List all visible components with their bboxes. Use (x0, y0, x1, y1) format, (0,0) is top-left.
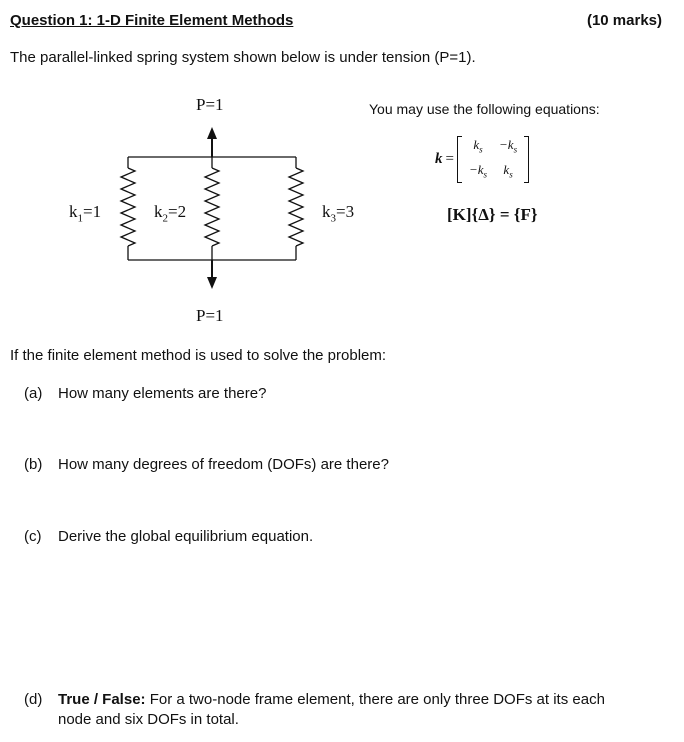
matrix-equals: = (445, 151, 454, 168)
question-a-tag: (a) (24, 385, 43, 402)
question-c (24, 528, 313, 545)
spring-3-label: $k_3=3$ (322, 202, 355, 225)
arrow-down-icon (207, 277, 217, 289)
question-title: Question 1: 1-D Finite Element Methods (10, 12, 294, 29)
matrix-cell: $-k_s$ (499, 137, 518, 155)
question-d-text2: node and six DOFs in total. (58, 711, 239, 728)
question-b (24, 456, 389, 473)
question-d (24, 690, 605, 730)
matrix-cell: $k_s$ (503, 161, 513, 180)
spring-1 (121, 157, 135, 260)
arrow-up-icon (207, 127, 217, 139)
question-a (24, 385, 266, 402)
matrix-cell: $k_s$ (473, 137, 483, 155)
question-b-tag: (b) (24, 456, 43, 473)
load-top-label: P=1 (196, 95, 224, 114)
question-d-bold: True / False: (58, 691, 146, 708)
spring-2 (205, 157, 219, 260)
spring-3 (289, 157, 303, 260)
matrix-variable: k (435, 151, 443, 168)
question-d-text: For a two-node frame element, there are only three DOFs at its each (145, 691, 605, 708)
matrix-row (463, 135, 523, 160)
question-c-tag: (c) (24, 528, 42, 545)
intro-text: The parallel-linked spring system shown below is under tension (P=1). (10, 49, 476, 66)
global-equation: [K]{Δ} = {F} (447, 205, 538, 224)
matrix-row (463, 160, 523, 185)
spring-1-label: $k_1=1$ (69, 202, 102, 225)
question-a-text: How many elements are there? (58, 385, 267, 402)
question-d-tag: (d) (24, 691, 43, 708)
marks-label: (10 marks) (586, 12, 662, 29)
question-c-text: Derive the global equilibrium equation. (58, 528, 314, 545)
matrix-cell: $-k_s$ (468, 161, 488, 180)
questions-intro: If the finite element method is used to solve the problem: (10, 347, 387, 364)
question-b-text: How many degrees of freedom (DOFs) are there? (58, 456, 389, 473)
spring-2-label: $k_2=2$ (154, 202, 187, 225)
matrix-bracket (457, 135, 529, 184)
load-bottom-label: P=1 (196, 306, 224, 325)
stiffness-matrix (435, 135, 529, 184)
equations-note: You may use the following equations: (369, 101, 600, 117)
